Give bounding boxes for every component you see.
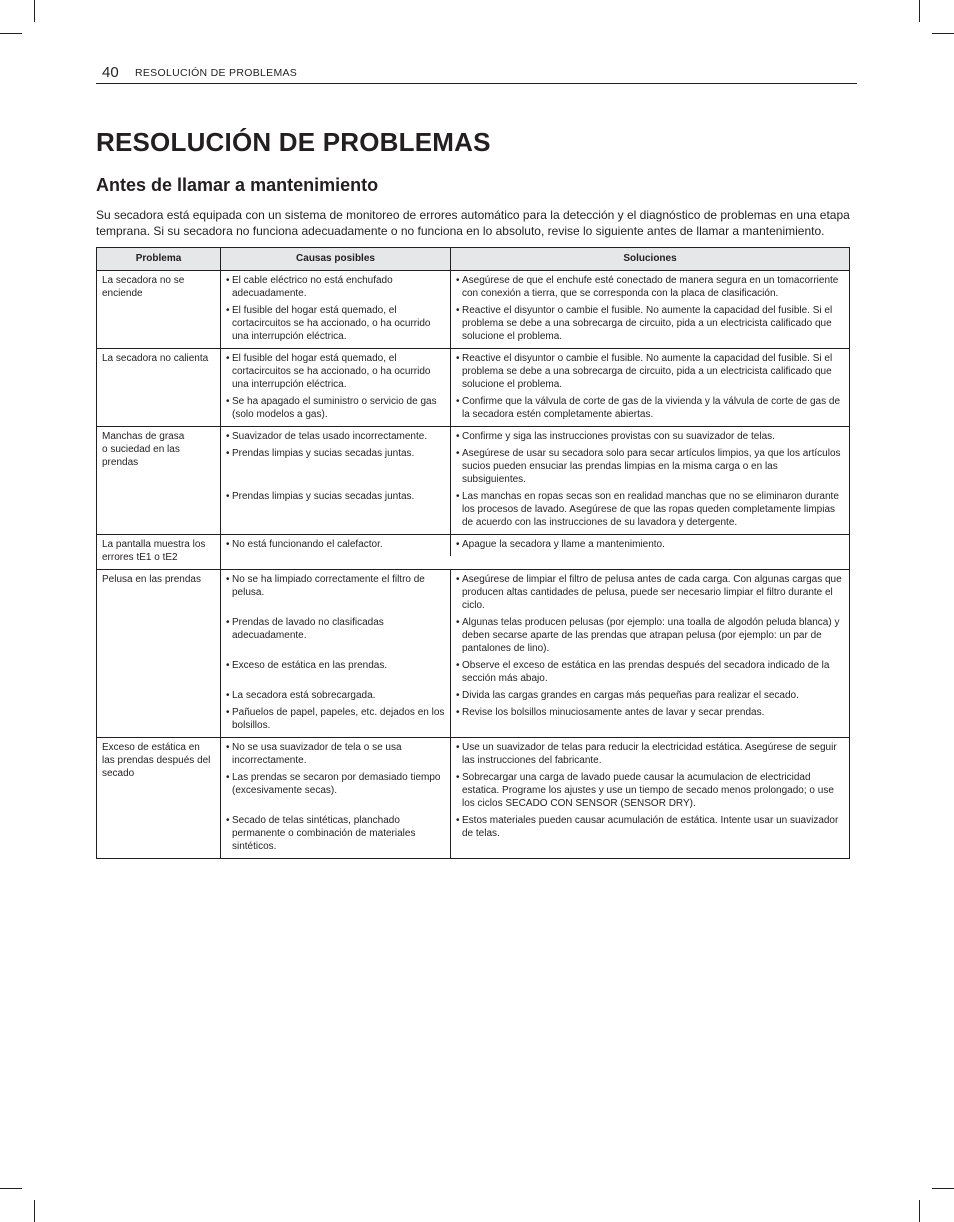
bullet-icon: • xyxy=(226,742,230,753)
bullet-icon: • xyxy=(226,707,230,718)
solution-item xyxy=(451,614,849,657)
bullet-icon: • xyxy=(226,574,230,585)
bullet-line xyxy=(456,771,844,810)
cause-solution-pair xyxy=(221,570,849,614)
cause-item xyxy=(221,302,451,348)
bullet-icon: • xyxy=(456,431,460,442)
cause-solution-pair xyxy=(221,769,849,812)
bullet-icon: • xyxy=(456,275,460,286)
cause-text: Las prendas se secaron por demasiado tiempo (excesivamente secas). xyxy=(232,772,441,796)
cause-solution-pair xyxy=(221,738,849,769)
bullet-line xyxy=(226,447,445,460)
bullet-icon: • xyxy=(456,448,460,459)
solution-item xyxy=(451,393,849,426)
cause-text: Suavizador de telas usado incorrectamente. xyxy=(232,431,428,442)
bullet-icon: • xyxy=(226,448,230,459)
solution-text: Algunas telas producen pelusas (por ejemplo: una toalla de algodón peluda blanca) y deben secarse aparte de las prendas que atrapan pelusa (por ejemplo: un par de pantalones de lino). xyxy=(462,617,840,654)
crop-mark xyxy=(0,33,22,34)
solution-item xyxy=(451,570,849,614)
intro-paragraph: Su secadora está equipada con un sistema de monitoreo de errores automático para la detección y el diagnóstico de problemas en una etapa temprana. Si su secadora no funciona adecuadamente o no funciona en lo absoluto, revise lo siguiente antes de llamar a mantenimiento. xyxy=(96,208,850,238)
solution-item xyxy=(451,271,849,302)
solution-item xyxy=(451,704,849,737)
solution-item xyxy=(451,427,849,445)
solution-text: Apague la secadora y llame a mantenimiento. xyxy=(462,539,665,550)
bullet-line xyxy=(226,304,445,343)
table-row xyxy=(97,738,850,859)
cause-item xyxy=(221,657,451,687)
solution-item xyxy=(451,738,849,769)
cause-item xyxy=(221,488,451,534)
solution-text: Confirme que la válvula de corte de gas de la vivienda y la válvula de corte de gas de la secadora estén completamente abiertas. xyxy=(462,396,841,420)
table-row xyxy=(97,271,850,349)
cause-solution-pair xyxy=(221,704,849,737)
crop-mark xyxy=(34,0,35,22)
crop-mark xyxy=(0,1188,22,1189)
bullet-line xyxy=(456,706,844,719)
cause-item xyxy=(221,812,451,858)
solution-text: Reactive el disyuntor o cambie el fusible. No aumente la capacidad del fusible. Si el problema se debe a una sobrecarga de circuito, pida a un electricista calificado que solucione el problema. xyxy=(462,305,833,342)
solution-item xyxy=(451,687,849,704)
bullet-line xyxy=(456,814,844,840)
cause-solution-pair xyxy=(221,427,849,445)
solution-text: Sobrecargar una carga de lavado puede causar la acumulacion de electricidad estatica. Programe los ajustes y use un tiempo de secado menos prolongado; o use los ciclos SECADO CON SENSOR (SENSOR DRY). xyxy=(462,772,834,809)
bullet-line xyxy=(226,689,445,702)
cause-text: No se usa suavizador de tela o se usa incorrectamente. xyxy=(232,742,402,766)
cause-solution-pair xyxy=(221,349,849,393)
cause-solution-pair xyxy=(221,302,849,348)
bullet-icon: • xyxy=(456,707,460,718)
cause-solution-pair xyxy=(221,812,849,858)
cause-item xyxy=(221,614,451,657)
bullet-line xyxy=(456,689,844,702)
cause-text: Prendas limpias y sucias secadas juntas. xyxy=(232,448,415,459)
table-row xyxy=(97,427,850,535)
solution-text: Observe el exceso de estática en las prendas después del secadora indicado de la sección más abajo. xyxy=(462,660,830,684)
causes-solutions-cell xyxy=(221,427,850,535)
bullet-icon: • xyxy=(226,617,230,628)
bullet-line xyxy=(226,814,445,853)
table-row xyxy=(97,535,850,570)
crop-mark xyxy=(919,1200,920,1222)
bullet-icon: • xyxy=(456,772,460,783)
bullet-line xyxy=(226,490,445,503)
bullet-line xyxy=(456,395,844,421)
cause-solution-pair xyxy=(221,488,849,534)
bullet-line xyxy=(226,741,445,767)
cause-item xyxy=(221,393,451,426)
bullet-icon: • xyxy=(456,305,460,316)
bullet-line xyxy=(456,304,844,343)
causes-solutions-cell xyxy=(221,271,850,349)
cause-text: El fusible del hogar está quemado, el cortacircuitos se ha accionado, o ha ocurrido una interrupción eléctrica. xyxy=(232,353,431,390)
cause-text: El fusible del hogar está quemado, el cortacircuitos se ha accionado, o ha ocurrido una interrupción eléctrica. xyxy=(232,305,431,342)
solution-text: Divida las cargas grandes en cargas más pequeñas para realizar el secado. xyxy=(462,690,799,701)
table-header-row xyxy=(97,248,850,271)
crop-mark xyxy=(932,33,954,34)
cause-item xyxy=(221,687,451,704)
cause-solution-pair xyxy=(221,687,849,704)
crop-mark xyxy=(919,0,920,22)
causes-solutions-cell xyxy=(221,738,850,859)
bullet-line xyxy=(456,741,844,767)
solution-item xyxy=(451,657,849,687)
solution-item xyxy=(451,445,849,488)
cause-text: El cable eléctrico no está enchufado adecuadamente. xyxy=(232,275,393,299)
bullet-icon: • xyxy=(226,305,230,316)
page-title: RESOLUCIÓN DE PROBLEMAS xyxy=(96,127,491,157)
running-header xyxy=(96,64,857,84)
bullet-icon: • xyxy=(226,353,230,364)
causes-solutions-cell xyxy=(221,570,850,738)
solution-text: Use un suavizador de telas para reducir la electricidad estática. Asegúrese de seguir las instrucciones del fabricante. xyxy=(462,742,837,766)
table-body xyxy=(97,271,850,859)
page-number: 40 xyxy=(102,64,119,81)
cause-solution-pair xyxy=(221,535,849,556)
cause-text: Exceso de estática en las prendas. xyxy=(232,660,388,671)
running-header-title: RESOLUCIÓN DE PROBLEMAS xyxy=(135,67,298,79)
bullet-line xyxy=(226,616,445,642)
bullet-icon: • xyxy=(226,396,230,407)
problem-cell: La secadora no se enciende xyxy=(97,271,221,349)
bullet-line xyxy=(226,771,445,797)
bullet-icon: • xyxy=(456,815,460,826)
bullet-icon: • xyxy=(226,690,230,701)
bullet-icon: • xyxy=(456,742,460,753)
cause-item xyxy=(221,271,451,302)
bullet-icon: • xyxy=(456,660,460,671)
cause-item xyxy=(221,349,451,393)
section-subtitle: Antes de llamar a mantenimiento xyxy=(96,175,379,195)
cause-text: Prendas limpias y sucias secadas juntas. xyxy=(232,491,415,502)
bullet-icon: • xyxy=(456,491,460,502)
solution-text: Estos materiales pueden causar acumulación de estática. Intente usar un suavizador de telas. xyxy=(462,815,839,839)
problem-cell: Manchas de grasa o suciedad en las prendas xyxy=(97,427,221,535)
problem-cell: La secadora no calienta xyxy=(97,349,221,427)
cause-item xyxy=(221,535,451,556)
bullet-line xyxy=(226,538,445,551)
cause-item xyxy=(221,445,451,488)
solution-text: Las manchas en ropas secas son en realidad manchas que no se eliminaron durante los procesos de lavado. Asegúrese de que las ropas queden completamente limpias de acuerdo con las instrucciones de su lavadora y detergente. xyxy=(462,491,839,528)
bullet-line xyxy=(456,538,844,551)
bullet-line xyxy=(226,573,445,599)
solution-text: Confirme y siga las instrucciones provistas con su suavizador de telas. xyxy=(462,431,775,442)
bullet-icon: • xyxy=(226,275,230,286)
crop-mark xyxy=(34,1200,35,1222)
crop-mark xyxy=(932,1188,954,1189)
solution-text: Revise los bolsillos minuciosamente antes de lavar y secar prendas. xyxy=(462,707,765,718)
solution-item xyxy=(451,812,849,858)
solution-item xyxy=(451,349,849,393)
cause-item xyxy=(221,738,451,769)
cause-text: Se ha apagado el suministro o servicio de gas (solo modelos a gas). xyxy=(232,396,437,420)
cause-solution-pair xyxy=(221,393,849,426)
cause-item xyxy=(221,570,451,614)
causes-solutions-cell xyxy=(221,349,850,427)
bullet-line xyxy=(456,274,844,300)
bullet-line xyxy=(226,395,445,421)
cause-text: Prendas de lavado no clasificadas adecuadamente. xyxy=(232,617,384,641)
bullet-line xyxy=(456,490,844,529)
bullet-line xyxy=(226,352,445,391)
cause-solution-pair xyxy=(221,614,849,657)
problem-cell: Exceso de estática en las prendas después del secado xyxy=(97,738,221,859)
cause-item xyxy=(221,427,451,445)
cause-text: Pañuelos de papel, papeles, etc. dejados en los bolsillos. xyxy=(232,707,445,731)
bullet-icon: • xyxy=(456,690,460,701)
bullet-line xyxy=(456,430,844,443)
column-header-problem: Problema xyxy=(97,248,221,271)
table-row xyxy=(97,570,850,738)
cause-item xyxy=(221,769,451,812)
bullet-icon: • xyxy=(226,772,230,783)
table-row xyxy=(97,349,850,427)
bullet-icon: • xyxy=(226,539,230,550)
solution-item xyxy=(451,535,849,556)
bullet-icon: • xyxy=(456,617,460,628)
bullet-icon: • xyxy=(226,491,230,502)
solution-item xyxy=(451,769,849,812)
bullet-line xyxy=(456,616,844,655)
cause-text: No se ha limpiado correctamente el filtro de pelusa. xyxy=(232,574,425,598)
cause-solution-pair xyxy=(221,271,849,302)
solution-item xyxy=(451,488,849,534)
bullet-icon: • xyxy=(226,815,230,826)
cause-item xyxy=(221,704,451,737)
bullet-icon: • xyxy=(456,539,460,550)
bullet-line xyxy=(456,447,844,486)
cause-text: No está funcionando el calefactor. xyxy=(232,539,383,550)
solution-item xyxy=(451,302,849,348)
solution-text: Asegúrese de limpiar el filtro de pelusa antes de cada carga. Con algunas cargas que producen altas cantidades de pelusa, puede ser necesario limpiar el filtro durante el ciclo. xyxy=(462,574,842,611)
problem-cell: La pantalla muestra los errores tE1 o tE2 xyxy=(97,535,221,570)
bullet-icon: • xyxy=(226,431,230,442)
bullet-icon: • xyxy=(456,396,460,407)
solution-text: Asegúrese de usar su secadora solo para secar artículos limpios, ya que los artículos sucios pueden ensuciar las prendas limpias en la misma carga o en las subsiguientes. xyxy=(462,448,841,485)
solution-text: Reactive el disyuntor o cambie el fusible. No aumente la capacidad del fusible. Si el problema se debe a una sobrecarga de circuito, pida a un electricista calificado que solucione el problema. xyxy=(462,353,833,390)
cause-text: Secado de telas sintéticas, planchado permanente o combinación de materiales sintéticos. xyxy=(232,815,416,852)
cause-text: La secadora está sobrecargada. xyxy=(232,690,376,701)
bullet-line xyxy=(456,659,844,685)
bullet-line xyxy=(226,430,445,443)
troubleshooting-table xyxy=(96,247,850,859)
bullet-line xyxy=(226,706,445,732)
bullet-line xyxy=(226,274,445,300)
column-header-solutions: Soluciones xyxy=(451,248,850,271)
bullet-icon: • xyxy=(456,353,460,364)
column-header-causes: Causas posibles xyxy=(221,248,451,271)
causes-solutions-cell xyxy=(221,535,850,570)
cause-solution-pair xyxy=(221,657,849,687)
cause-solution-pair xyxy=(221,445,849,488)
bullet-icon: • xyxy=(226,660,230,671)
bullet-line xyxy=(226,659,445,672)
problem-cell: Pelusa en las prendas xyxy=(97,570,221,738)
solution-text: Asegúrese de que el enchufe esté conectado de manera segura en un tomacorriente con conexión a tierra, que se corresponda con la placa de clasificación. xyxy=(462,275,839,299)
bullet-line xyxy=(456,352,844,391)
bullet-line xyxy=(456,573,844,612)
bullet-icon: • xyxy=(456,574,460,585)
